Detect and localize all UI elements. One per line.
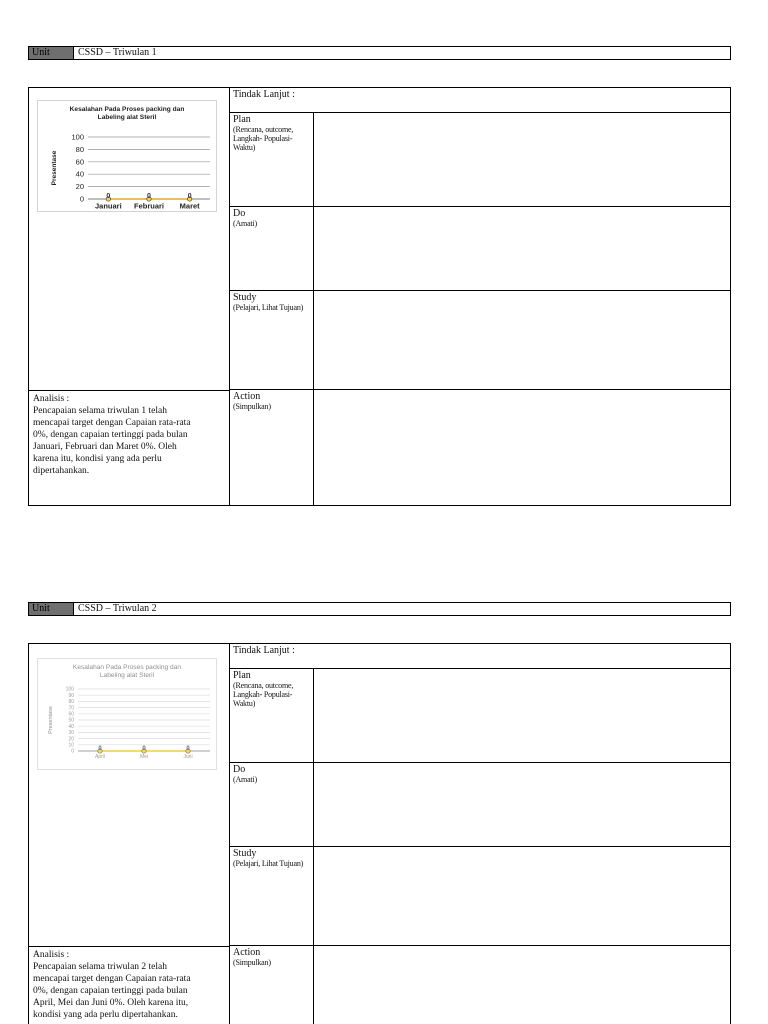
line-chart — [37, 658, 217, 770]
analysis-line: Pencapaian selama triwulan 1 telah — [33, 406, 168, 416]
y-tick-label: 20 — [68, 736, 74, 743]
action-subtitle: (Simpulkan) — [233, 402, 271, 411]
unit-label: Unit — [29, 47, 74, 59]
y-axis-label: Presentase — [51, 150, 58, 186]
x-tick-label: Februari — [133, 201, 165, 211]
plan-label-cell — [230, 113, 314, 206]
analysis-cell — [29, 946, 229, 1024]
y-tick-label: 20 — [75, 182, 84, 192]
y-tick-label: 100 — [65, 686, 74, 693]
do-title: Do — [233, 208, 246, 219]
analysis-line: dipertahankan. — [33, 466, 90, 476]
plan-row — [230, 113, 730, 207]
y-tick-label: 30 — [68, 730, 74, 737]
tindak-lanjut-row — [230, 644, 730, 669]
analysis-line: Januari, Februari dan Maret 0%. Oleh — [33, 442, 177, 452]
plan-title: Plan — [233, 670, 251, 681]
action-row — [230, 946, 730, 1024]
study-row — [230, 847, 730, 946]
action-label-cell — [230, 946, 314, 1024]
analysis-line: mencapai target dengan Capaian rata-rata — [33, 974, 191, 984]
do-subtitle: (Amati) — [233, 219, 257, 228]
analysis-line: 0%, dengan capaian tertinggi pada bulan — [33, 986, 188, 996]
data-label: 0 — [106, 193, 111, 200]
analysis-line: Pencapaian selama triwulan 2 telah — [33, 962, 168, 972]
do-row — [230, 763, 730, 847]
y-tick-label: 60 — [75, 157, 84, 167]
do-row — [230, 207, 730, 291]
chart-svg — [38, 659, 216, 769]
y-tick-label: 0 — [79, 194, 84, 204]
plan-label-cell — [230, 669, 314, 762]
unit-value: CSSD – Triwulan 2 — [78, 603, 157, 614]
y-tick-label: 0 — [71, 748, 74, 755]
analysis-text — [33, 405, 225, 477]
unit-bar — [28, 602, 731, 616]
chart-svg — [38, 101, 216, 211]
y-tick-label: 80 — [75, 144, 84, 154]
chart-title: Labeling alat Steril — [99, 672, 155, 679]
y-tick-label: 80 — [68, 699, 74, 706]
study-row — [230, 291, 730, 390]
study-subtitle: (Pelajari, Lihat Tujuan) — [233, 303, 304, 312]
action-title: Action — [233, 947, 261, 958]
action-subtitle: (Simpulkan) — [233, 958, 271, 967]
analysis-text — [33, 961, 225, 1021]
y-tick-label: 90 — [68, 692, 74, 699]
plan-title: Plan — [233, 114, 251, 125]
line-chart — [37, 100, 217, 212]
y-tick-label: 60 — [68, 711, 74, 718]
tindak-lanjut-label: Tindak Lanjut : — [233, 89, 295, 100]
study-label-cell — [230, 847, 314, 945]
action-title: Action — [233, 391, 261, 402]
left-column — [29, 88, 230, 505]
unit-label: Unit — [29, 603, 74, 615]
y-tick-label: 10 — [68, 742, 74, 749]
data-label: 0 — [147, 193, 151, 200]
analysis-line: karena itu, kondisi yang ada perlu — [33, 454, 162, 464]
study-title: Study — [233, 848, 257, 859]
y-tick-label: 100 — [71, 132, 84, 142]
analysis-title: Analisis : — [33, 950, 70, 960]
data-label: 0 — [186, 746, 190, 752]
analysis-line: April, Mei dan Juni 0%. Oleh karena itu, — [33, 998, 189, 1008]
x-tick-label: April — [94, 754, 106, 760]
action-row — [230, 390, 730, 505]
data-label: 0 — [98, 746, 102, 752]
unit-bar — [28, 46, 731, 60]
x-tick-label: Juni — [183, 754, 193, 760]
tindak-lanjut-row — [230, 88, 730, 113]
unit-value: CSSD – Triwulan 1 — [78, 47, 157, 58]
chart-title: Kesalahan Pada Proses packing dan — [72, 664, 182, 671]
tindak-lanjut-label: Tindak Lanjut : — [233, 645, 295, 656]
data-label: 0 — [187, 193, 192, 200]
analysis-line: mencapai target dengan Capaian rata-rata — [33, 418, 191, 428]
y-tick-label: 40 — [75, 169, 84, 179]
y-tick-label: 50 — [68, 717, 74, 724]
y-tick-label: 40 — [68, 723, 74, 730]
analysis-title: Analisis : — [33, 394, 70, 404]
chart-title: Labeling alat Steril — [97, 114, 157, 121]
x-tick-label: Mei — [139, 754, 149, 760]
pdsa-table — [28, 643, 731, 1024]
y-axis-label: Presentase — [48, 706, 54, 734]
right-column — [230, 88, 730, 505]
left-column — [29, 644, 230, 1024]
y-tick-label: 70 — [68, 705, 74, 712]
plan-row — [230, 669, 730, 763]
analysis-line: kondisi yang ada perlu dipertahankan. — [33, 1010, 178, 1020]
do-label-cell — [230, 207, 314, 290]
x-tick-label: Maret — [179, 201, 200, 211]
do-label-cell — [230, 763, 314, 846]
do-title: Do — [233, 764, 246, 775]
action-label-cell — [230, 390, 314, 505]
pdsa-table — [28, 87, 731, 506]
study-subtitle: (Pelajari, Lihat Tujuan) — [233, 859, 304, 868]
study-title: Study — [233, 292, 257, 303]
x-tick-label: Januari — [94, 201, 122, 211]
analysis-cell — [29, 390, 229, 505]
analysis-line: 0%, dengan capaian tertinggi pada bulan — [33, 430, 188, 440]
chart-title: Kesalahan Pada Proses packing dan — [69, 106, 185, 113]
data-label: 0 — [142, 746, 146, 752]
study-label-cell — [230, 291, 314, 389]
plan-subtitle: (Rencana, outcome, Langkah- Populasi- Waktu) — [233, 125, 294, 152]
right-column — [230, 644, 730, 1024]
do-subtitle: (Amati) — [233, 775, 257, 784]
plan-subtitle: (Rencana, outcome, Langkah- Populasi- Waktu) — [233, 681, 294, 708]
